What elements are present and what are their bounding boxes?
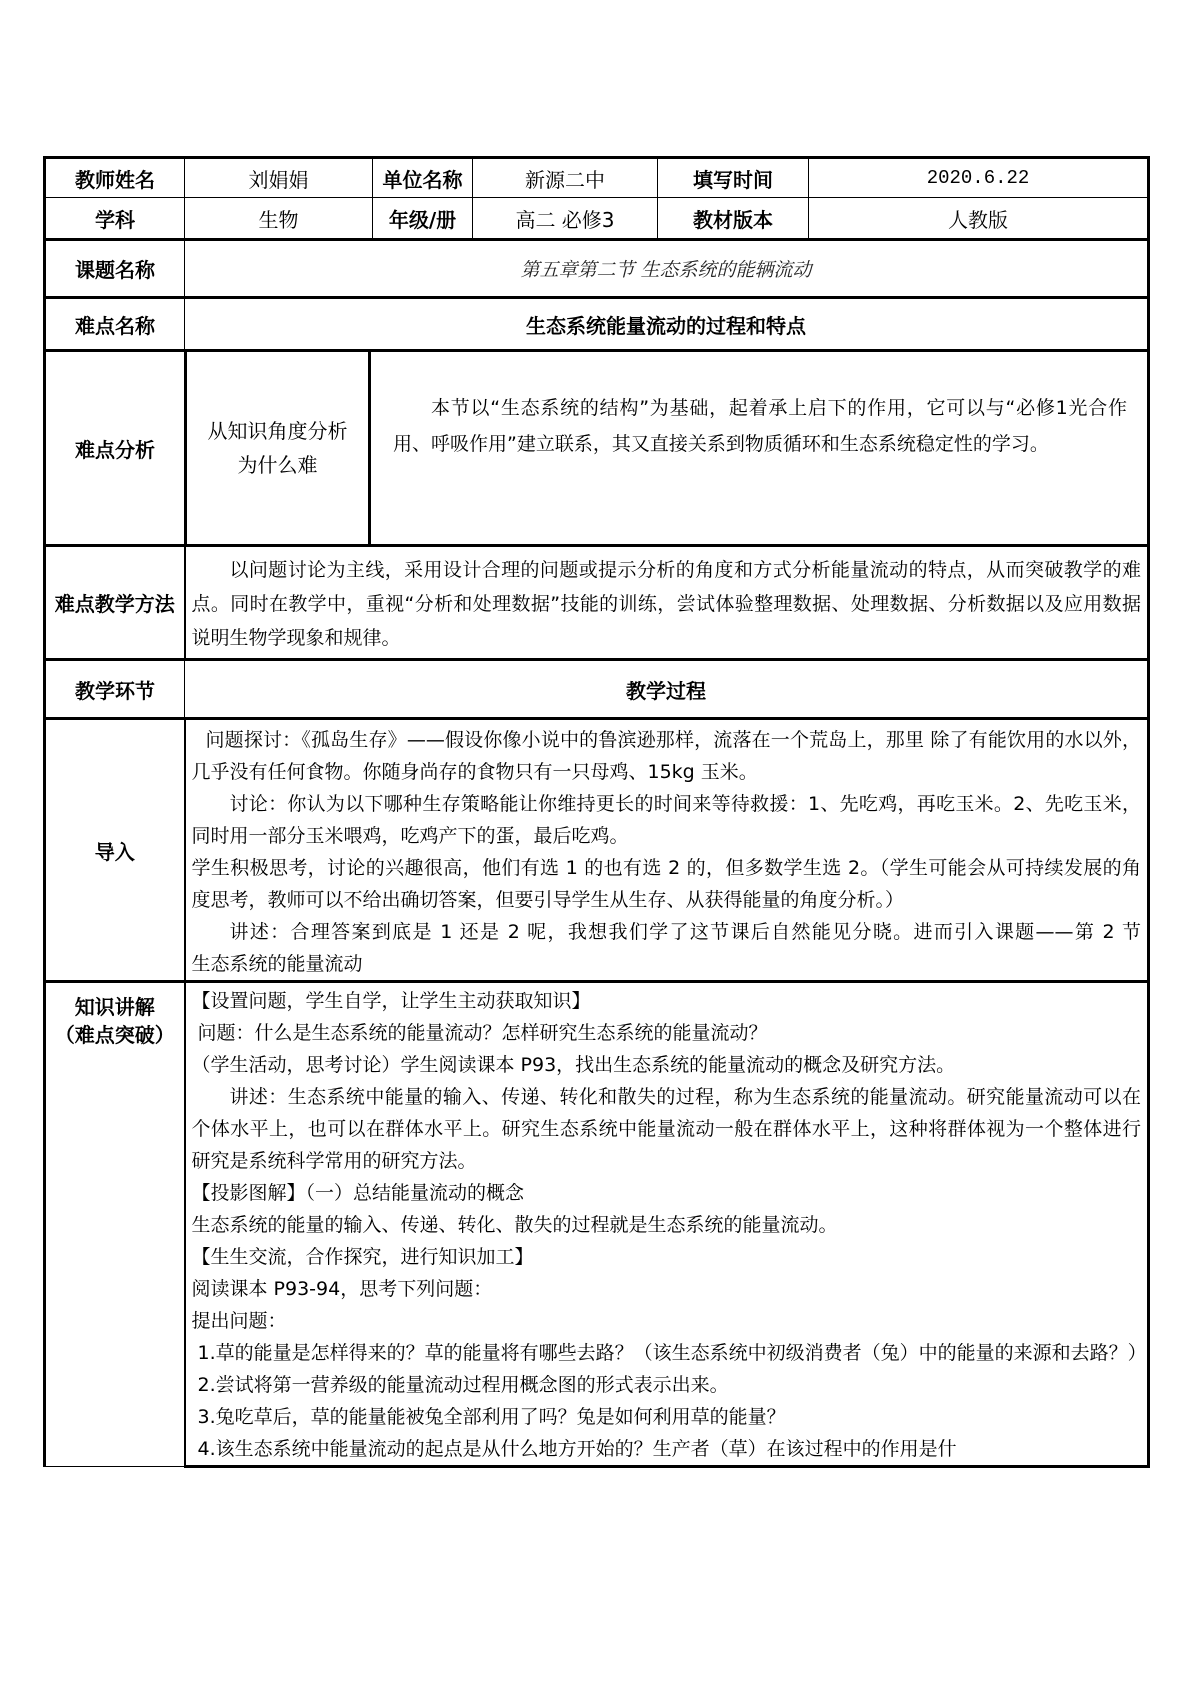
difficulty-value: 生态系统能量流动的过程和特点	[185, 298, 1149, 351]
difficulty-row	[45, 298, 1149, 351]
subject-label: 学科	[45, 198, 185, 240]
knowledge-row	[45, 982, 1149, 1467]
knowledge-line-2: 问题：什么是生态系统的能量流动？怎样研究生态系统的能量流动？	[197, 1022, 768, 1044]
method-text: 以问题讨论为主线，采用设计合理的问题或提示分析的角度和方式分析能量流动的特点，从而突破教学的难点。同时在教学中，重视“分析和处理数据”技能的训练，尝试体验整理数据、处理数据、分析数据以及应用数据说明生物学现象和规律。	[191, 559, 1141, 649]
header-row-2	[45, 198, 1149, 240]
process-header-row	[45, 660, 1149, 719]
knowledge-line-13: 4.该生态系统中能量流动的起点是从什么地方开始的？生产者（草）在该过程中的作用是什	[197, 1438, 957, 1460]
subject-value: 生物	[185, 198, 373, 240]
header-row-1	[45, 158, 1149, 198]
knowledge-label-cell	[45, 982, 185, 1467]
knowledge-line-8: 阅读课本 P93-94，思考下列问题：	[191, 1278, 493, 1300]
teacher-name-value: 刘娟娟	[185, 158, 373, 198]
lesson-plan-table	[43, 156, 1186, 1468]
analysis-row	[45, 351, 1149, 546]
unit-name-label: 单位名称	[373, 158, 473, 198]
fill-date-value: 2020.6.22	[809, 158, 1149, 198]
intro-label: 导入	[45, 719, 185, 982]
topic-label: 课题名称	[45, 240, 185, 298]
analysis-inner	[185, 352, 1147, 544]
process-stage-label: 教学环节	[45, 660, 185, 719]
knowledge-line-12: 3.兔吃草后，草的能量能被兔全部利用了吗？兔是如何利用草的能量？	[197, 1406, 786, 1428]
grade-label: 年级/册	[373, 198, 473, 240]
analysis-label: 难点分析	[45, 351, 185, 546]
unit-name-value: 新源二中	[473, 158, 658, 198]
knowledge-line-6: 生态系统的能量的输入、传递、转化、散失的过程就是生态系统的能量流动。	[191, 1214, 838, 1236]
analysis-text-cell	[371, 352, 1147, 544]
fill-date-label: 填写时间	[658, 158, 809, 198]
knowledge-line-11: 2.尝试将第一营养级的能量流动过程用概念图的形式表示出来。	[197, 1374, 729, 1396]
knowledge-label-line-1: 知识讲解	[74, 995, 155, 1019]
knowledge-line-5: 【投影图解】（一）总结能量流动的概念	[191, 1182, 525, 1204]
knowledge-line-1: 【设置问题，学生自学，让学生主动获取知识】	[191, 990, 591, 1012]
analysis-text: 本节以“生态系统的结构”为基础，起着承上启下的作用，它可以与“必修1光合作用、呼吸作用”建立联系，其又直接关系到物质循环和生态系统稳定性的学习。	[393, 397, 1127, 455]
knowledge-line-9: 提出问题：	[191, 1310, 287, 1332]
analysis-sub-label: 从知识角度分析为什么难	[207, 419, 348, 477]
analysis-sub-label-cell	[185, 352, 371, 544]
teacher-name-label: 教师姓名	[45, 158, 185, 198]
knowledge-line-7: 【生生交流，合作探究，进行知识加工】	[191, 1246, 534, 1268]
intro-paragraph-4: 讲述：合理答案到底是 1 还是 2 呢，我想我们学了这节课后自然能见分晓。进而引入课题——第 2 节 生态系统的能量流动	[191, 921, 1186, 975]
knowledge-line-4: 讲述：生态系统中能量的输入、传递、转化和散失的过程，称为生态系统的能量流动。研究能量流动可以在个体水平上，也可以在群体水平上。研究生态系统中能量流动一般在群体水平上，这种将群体视为一个整体进行研究是系统科学常用的研究方法。	[191, 1086, 1141, 1172]
method-label: 难点教学方法	[45, 546, 185, 660]
grade-value: 高二 必修3	[473, 198, 658, 240]
edition-value: 人教版	[809, 198, 1149, 240]
process-title: 教学过程	[185, 660, 1149, 719]
topic-value: 第五章第二节 生态系统的能辆流动	[185, 240, 1149, 298]
knowledge-label-line-2: （难点突破）	[54, 1023, 175, 1047]
edition-label: 教材版本	[658, 198, 809, 240]
intro-row	[45, 719, 1149, 982]
knowledge-line-10: 1.草的能量是怎样得来的？草的能量将有哪些去路？（该生态系统中初级消费者（兔）中的能量的来源和去路？）	[197, 1342, 1147, 1364]
intro-paragraph-1: 问题探讨：《孤岛生存》——假设你像小说中的鲁滨逊那样，流落在一个荒岛上，那里 除了有能饮用的水以外，几乎没有任何食物。你随身尚存的食物只有一只母鸡、15kg 玉米。	[191, 729, 1141, 783]
topic-row	[45, 240, 1149, 298]
knowledge-line-3: （学生活动，思考讨论）学生阅读课本 P93，找出生态系统的能量流动的概念及研究方法。	[191, 1054, 956, 1076]
intro-paragraph-3: 学生积极思考，讨论的兴趣很高，他们有选 1 的也有选 2 的，但多数学生选 2。（学生可能会从可持续发展的角度思考，教师可以不给出确切答案，但要引导学生从生存、从获得能量的角度分析。）	[191, 857, 1141, 911]
method-row	[45, 546, 1149, 660]
difficulty-label: 难点名称	[45, 298, 185, 351]
intro-paragraph-2: 讨论：你认为以下哪种生存策略能让你维持更长的时间来等待救援：1、先吃鸡，再吃玉米。2、先吃玉米，同时用一部分玉米喂鸡，吃鸡产下的蛋，最后吃鸡。	[191, 793, 1141, 847]
